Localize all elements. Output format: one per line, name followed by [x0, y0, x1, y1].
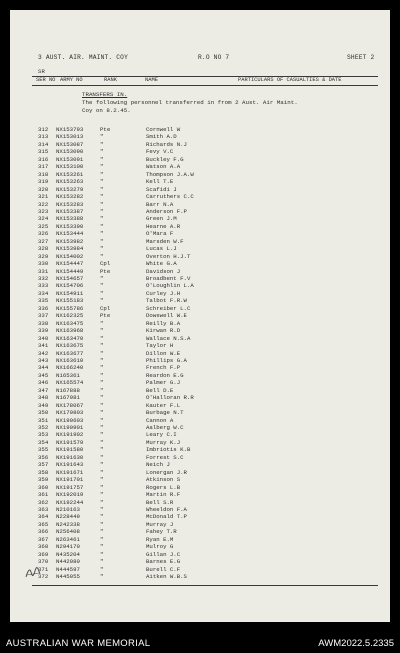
- row-army-no: N228449: [56, 513, 80, 521]
- row-rank: ": [100, 334, 104, 342]
- row-serial-no: 350: [38, 409, 49, 417]
- row-army-no: NX163470: [56, 334, 84, 342]
- row-rank: ": [100, 513, 104, 521]
- row-army-no: NX190603: [56, 416, 84, 424]
- row-name: Fahey T.R: [146, 528, 177, 536]
- row-name: Curley J.H: [146, 289, 181, 297]
- row-serial-no: 312: [38, 126, 49, 133]
- col-rank: RANK: [104, 77, 117, 83]
- row-rank: ": [100, 245, 104, 253]
- row-army-no: N167888: [56, 386, 80, 394]
- row-army-no: N263461: [56, 535, 80, 543]
- row-name: Ryan E.M: [146, 535, 174, 543]
- row-name: Lucas L.J: [146, 245, 177, 253]
- row-name: Kauter F.L: [146, 401, 181, 409]
- row-name: Davidson J: [146, 267, 181, 275]
- row-name: Barnes E.G: [146, 558, 181, 566]
- archive-name: AUSTRALIAN WAR MEMORIAL: [6, 638, 151, 649]
- row-rank: ": [100, 558, 104, 566]
- row-serial-no: 344: [38, 364, 49, 372]
- row-name: Aalberg W.C: [146, 424, 184, 431]
- row-rank: ": [100, 148, 104, 156]
- row-army-no: NX155183: [56, 297, 84, 305]
- row-serial-no: 328: [38, 245, 49, 253]
- sheet-number: SHEET 2: [347, 54, 375, 61]
- row-serial-no: 360: [38, 483, 49, 491]
- row-serial-no: 348: [38, 394, 49, 402]
- row-army-no: NX192019: [56, 491, 84, 499]
- row-serial-no: 357: [38, 461, 49, 469]
- row-rank: ": [100, 371, 104, 379]
- row-army-no: NX154447: [56, 260, 84, 268]
- row-name: Aitken W.B.S: [146, 573, 187, 580]
- row-name: Green J.M: [146, 215, 177, 223]
- row-rank: ": [100, 573, 104, 580]
- row-serial-no: 332: [38, 275, 49, 282]
- row-serial-no: 331: [38, 267, 49, 275]
- unit-heading: 3 AUST. AIR. MAINT. COY: [38, 54, 129, 61]
- row-serial-no: 358: [38, 468, 49, 476]
- row-name: French F.P: [146, 364, 181, 372]
- row-army-no: NX153793: [56, 126, 84, 133]
- row-army-no: NX191579: [56, 438, 84, 446]
- row-rank: ": [100, 282, 104, 290]
- row-army-no: NX178067: [56, 401, 84, 409]
- row-army-no: NX153283: [56, 200, 84, 208]
- row-army-no: NX191757: [56, 483, 84, 491]
- row-rank: ": [100, 215, 104, 223]
- row-rank: ": [100, 178, 104, 186]
- col-serial-no: SER NO: [36, 77, 56, 83]
- row-serial-no: 372: [38, 573, 49, 580]
- row-name: Wheeldon F.A: [146, 505, 187, 513]
- row-name: Marsden W.F: [146, 237, 184, 245]
- row-name: Overton H.J.T: [146, 252, 191, 260]
- row-name: Murray J: [146, 520, 174, 528]
- row-rank: ": [100, 140, 104, 148]
- row-army-no: NX163610: [56, 356, 84, 364]
- row-army-no: NX153263: [56, 178, 84, 186]
- row-serial-no: 343: [38, 356, 49, 364]
- row-serial-no: 351: [38, 416, 49, 424]
- document-sheet: [10, 10, 390, 622]
- row-army-no: NX153091: [56, 155, 84, 163]
- row-rank: ": [100, 297, 104, 305]
- row-serial-no: 321: [38, 193, 49, 201]
- row-name: Dowswell W.E: [146, 312, 187, 320]
- row-rank: ": [100, 394, 104, 402]
- archive-footer: [0, 636, 400, 653]
- row-name: Barr N.A: [146, 200, 174, 208]
- row-serial-no: 325: [38, 222, 49, 230]
- row-rank: ": [100, 252, 104, 260]
- row-rank: ": [100, 476, 104, 484]
- row-name: Atkinson S: [146, 476, 181, 484]
- row-rank: ": [100, 438, 104, 446]
- row-rank: ": [100, 207, 104, 215]
- row-serial-no: 371: [38, 565, 49, 573]
- row-name: Schreiber L.C: [146, 304, 191, 312]
- bottom-rule: [32, 585, 378, 586]
- row-army-no: NX163675: [56, 342, 84, 350]
- row-name: Dillon W.E: [146, 349, 181, 357]
- row-serial-no: 324: [38, 215, 49, 223]
- row-army-no: NX191643: [56, 461, 84, 469]
- row-rank: ": [100, 342, 104, 350]
- row-rank: ": [100, 185, 104, 193]
- row-rank: Cpl: [100, 304, 111, 312]
- row-rank: ": [100, 453, 104, 461]
- row-army-no: NX192244: [56, 498, 84, 506]
- row-rank: ": [100, 289, 104, 297]
- row-rank: Pte: [100, 126, 111, 133]
- row-name: Imbriotis K.B: [146, 446, 191, 454]
- row-serial-no: 313: [38, 133, 49, 141]
- row-serial-no: 370: [38, 558, 49, 566]
- row-name: Lonergan J.R: [146, 468, 187, 476]
- row-army-no: NX163968: [56, 327, 84, 335]
- row-army-no: NX153444: [56, 230, 84, 238]
- row-rank: ": [100, 505, 104, 513]
- row-rank: ": [100, 416, 104, 424]
- row-rank: ": [100, 491, 104, 499]
- row-serial-no: 359: [38, 476, 49, 484]
- row-army-no: NX154657: [56, 275, 84, 282]
- row-rank: ": [100, 170, 104, 178]
- row-serial-no: 320: [38, 185, 49, 193]
- row-name: Cornwell W: [146, 126, 181, 133]
- row-army-no: NX154449: [56, 267, 84, 275]
- row-army-no: N444597: [56, 565, 80, 573]
- row-rank: ": [100, 155, 104, 163]
- row-army-no: NX153100: [56, 163, 84, 171]
- row-name: Anderson F.P: [146, 207, 187, 215]
- row-serial-no: 341: [38, 342, 49, 350]
- row-army-no: NX153388: [56, 215, 84, 223]
- row-army-no: N165361: [56, 371, 80, 379]
- row-serial-no: 361: [38, 491, 49, 499]
- row-name: Burell C.F: [146, 565, 181, 573]
- transfers-line-1: The following personnel transferred in from 2 Aust. Air Maint.: [82, 99, 298, 106]
- row-serial-no: 354: [38, 438, 49, 446]
- row-rank: Pte: [100, 267, 111, 275]
- row-name: Burbage N.T: [146, 409, 184, 417]
- serial-marker: SR: [38, 68, 46, 75]
- row-rank: ": [100, 498, 104, 506]
- row-serial-no: 326: [38, 230, 49, 238]
- row-army-no: NX163475: [56, 319, 84, 327]
- row-name: Forrest S.C: [146, 453, 184, 461]
- row-army-no: NX153090: [56, 148, 84, 156]
- row-name: Richards N.J: [146, 140, 187, 148]
- row-rank: ": [100, 193, 104, 201]
- row-army-no: NX154002: [56, 252, 84, 260]
- row-rank: ": [100, 349, 104, 357]
- row-rank: ": [100, 528, 104, 536]
- row-rank: ": [100, 222, 104, 230]
- row-name: Cannon A: [146, 416, 174, 424]
- row-army-no: N167981: [56, 394, 80, 402]
- row-name: Reardon E.G: [146, 371, 184, 379]
- row-rank: ": [100, 520, 104, 528]
- row-name: Bell D.E: [146, 386, 174, 394]
- row-serial-no: 352: [38, 424, 49, 431]
- row-rank: ": [100, 356, 104, 364]
- row-army-no: N435204: [56, 550, 80, 558]
- row-serial-no: 367: [38, 535, 49, 543]
- row-army-no: NX154706: [56, 282, 84, 290]
- row-army-no: NX191580: [56, 446, 84, 454]
- row-rank: ": [100, 468, 104, 476]
- row-serial-no: 336: [38, 304, 49, 312]
- row-serial-no: 347: [38, 386, 49, 394]
- row-serial-no: 338: [38, 319, 49, 327]
- row-name: Broadbent F.V: [146, 275, 191, 282]
- row-serial-no: 346: [38, 379, 49, 387]
- row-name: Watson A.A: [146, 163, 181, 171]
- row-army-no: NX163677: [56, 349, 84, 357]
- row-army-no: NX153087: [56, 140, 84, 148]
- row-serial-no: 318: [38, 170, 49, 178]
- row-rank: ": [100, 550, 104, 558]
- row-name: O'Loughlin L.A: [146, 282, 194, 290]
- row-name: White G.A: [146, 260, 177, 268]
- row-rank: ": [100, 230, 104, 238]
- row-name: Martin R.F: [146, 491, 181, 499]
- row-serial-no: 334: [38, 289, 49, 297]
- row-serial-no: 366: [38, 528, 49, 536]
- row-rank: ": [100, 319, 104, 327]
- row-army-no: NX153390: [56, 222, 84, 230]
- row-army-no: N294170: [56, 543, 80, 551]
- row-serial-no: 317: [38, 163, 49, 171]
- row-rank: ": [100, 163, 104, 171]
- row-serial-no: 353: [38, 431, 49, 439]
- row-rank: ": [100, 237, 104, 245]
- row-name: Fevy V.C: [146, 148, 174, 156]
- row-name: Carruthers C.C: [146, 193, 194, 201]
- transfers-title: TRANSFERS IN.: [82, 91, 128, 98]
- row-serial-no: 349: [38, 401, 49, 409]
- row-army-no: NX190901: [56, 424, 84, 431]
- row-serial-no: 319: [38, 178, 49, 186]
- row-rank: ": [100, 483, 104, 491]
- row-rank: Cpl: [100, 260, 111, 268]
- row-name: Thompson J.A.W: [146, 170, 194, 178]
- row-name: Gillan J.C: [146, 550, 181, 558]
- row-serial-no: 368: [38, 543, 49, 551]
- row-rank: ": [100, 446, 104, 454]
- row-army-no: NX153387: [56, 207, 84, 215]
- row-army-no: NX162325: [56, 312, 84, 320]
- row-name: Smith A.D: [146, 133, 177, 141]
- row-rank: ": [100, 431, 104, 439]
- row-name: Murray K.J: [146, 438, 181, 446]
- row-army-no: NX166240: [56, 364, 84, 372]
- header-rule: [32, 85, 378, 86]
- row-army-no: NX165574: [56, 379, 84, 387]
- row-serial-no: 355: [38, 446, 49, 454]
- row-name: Kirwan R.D: [146, 327, 181, 335]
- row-serial-no: 314: [38, 140, 49, 148]
- row-army-no: NX153984: [56, 245, 84, 253]
- row-name: O'Mara F: [146, 230, 174, 238]
- handwritten-signature-icon: [24, 566, 42, 580]
- row-army-no: NX155786: [56, 304, 84, 312]
- row-rank: ": [100, 409, 104, 417]
- row-serial-no: 322: [38, 200, 49, 208]
- row-serial-no: 365: [38, 520, 49, 528]
- row-army-no: NX191671: [56, 468, 84, 476]
- row-rank: ": [100, 275, 104, 282]
- row-name: Leary C.I: [146, 431, 177, 439]
- row-army-no: NX153013: [56, 133, 84, 141]
- row-rank: ": [100, 379, 104, 387]
- row-name: Wallace N.S.A: [146, 334, 191, 342]
- row-rank: ": [100, 424, 104, 431]
- row-army-no: N210163: [56, 505, 80, 513]
- row-army-no: NX153261: [56, 170, 84, 178]
- archive-reference: AWM2022.5.2335: [318, 638, 394, 649]
- row-army-no: NX179803: [56, 409, 84, 417]
- row-name: Reilly B.A: [146, 319, 181, 327]
- row-name: Bell S.R: [146, 498, 174, 506]
- row-serial-no: 335: [38, 297, 49, 305]
- row-army-no: NX191630: [56, 453, 84, 461]
- row-rank: ": [100, 461, 104, 469]
- row-name: Taylor H: [146, 342, 174, 350]
- row-rank: Pte: [100, 312, 111, 320]
- row-serial-no: 342: [38, 349, 49, 357]
- row-rank: ": [100, 401, 104, 409]
- row-army-no: N256408: [56, 528, 80, 536]
- row-name: Rogers L.B: [146, 483, 181, 491]
- row-rank: ": [100, 200, 104, 208]
- row-name: Palmer G.J: [146, 379, 181, 387]
- row-serial-no: 364: [38, 513, 49, 521]
- row-army-no: NX154911: [56, 289, 84, 297]
- row-rank: ": [100, 543, 104, 551]
- row-serial-no: 330: [38, 260, 49, 268]
- row-army-no: NX153279: [56, 185, 84, 193]
- row-serial-no: 345: [38, 371, 49, 379]
- row-serial-no: 327: [38, 237, 49, 245]
- row-army-no: NX153982: [56, 237, 84, 245]
- row-serial-no: 316: [38, 155, 49, 163]
- row-name: Kell T.E: [146, 178, 174, 186]
- row-name: McDonald T.P: [146, 513, 187, 521]
- row-serial-no: 333: [38, 282, 49, 290]
- row-serial-no: 369: [38, 550, 49, 558]
- row-rank: ": [100, 535, 104, 543]
- col-army-no: ARMY NO: [60, 77, 83, 83]
- row-serial-no: 356: [38, 453, 49, 461]
- row-rank: ": [100, 364, 104, 372]
- row-name: Buckley F.G: [146, 155, 184, 163]
- routine-order-number: R.O NO 7: [198, 54, 230, 61]
- row-name: Mulroy G: [146, 543, 174, 551]
- row-army-no: N442080: [56, 558, 80, 566]
- row-serial-no: 329: [38, 252, 49, 260]
- row-serial-no: 340: [38, 334, 49, 342]
- col-name: NAME: [145, 77, 158, 83]
- row-army-no: N242338: [56, 520, 80, 528]
- row-serial-no: 337: [38, 312, 49, 320]
- transfers-line-2: Coy on 8.2.45.: [82, 107, 131, 114]
- row-name: Phillips G.A: [146, 356, 187, 364]
- row-name: Talbot F.R.W: [146, 297, 187, 305]
- col-particulars: PARTICULARS OF CASUALTIES & DATE: [238, 77, 342, 83]
- row-serial-no: 362: [38, 498, 49, 506]
- row-rank: ": [100, 327, 104, 335]
- row-army-no: NX191701: [56, 476, 84, 484]
- row-rank: ": [100, 386, 104, 394]
- row-army-no: N445055: [56, 573, 80, 580]
- row-serial-no: 323: [38, 207, 49, 215]
- row-army-no: NX191902: [56, 431, 84, 439]
- row-rank: ": [100, 565, 104, 573]
- row-serial-no: 315: [38, 148, 49, 156]
- row-name: Scafidi J: [146, 185, 177, 193]
- row-name: O'Halloran R.R: [146, 394, 194, 402]
- row-serial-no: 339: [38, 327, 49, 335]
- row-army-no: NX153282: [56, 193, 84, 201]
- row-name: Neich J: [146, 461, 170, 469]
- row-serial-no: 363: [38, 505, 49, 513]
- row-rank: ": [100, 133, 104, 141]
- row-name: Hearne A.R: [146, 222, 181, 230]
